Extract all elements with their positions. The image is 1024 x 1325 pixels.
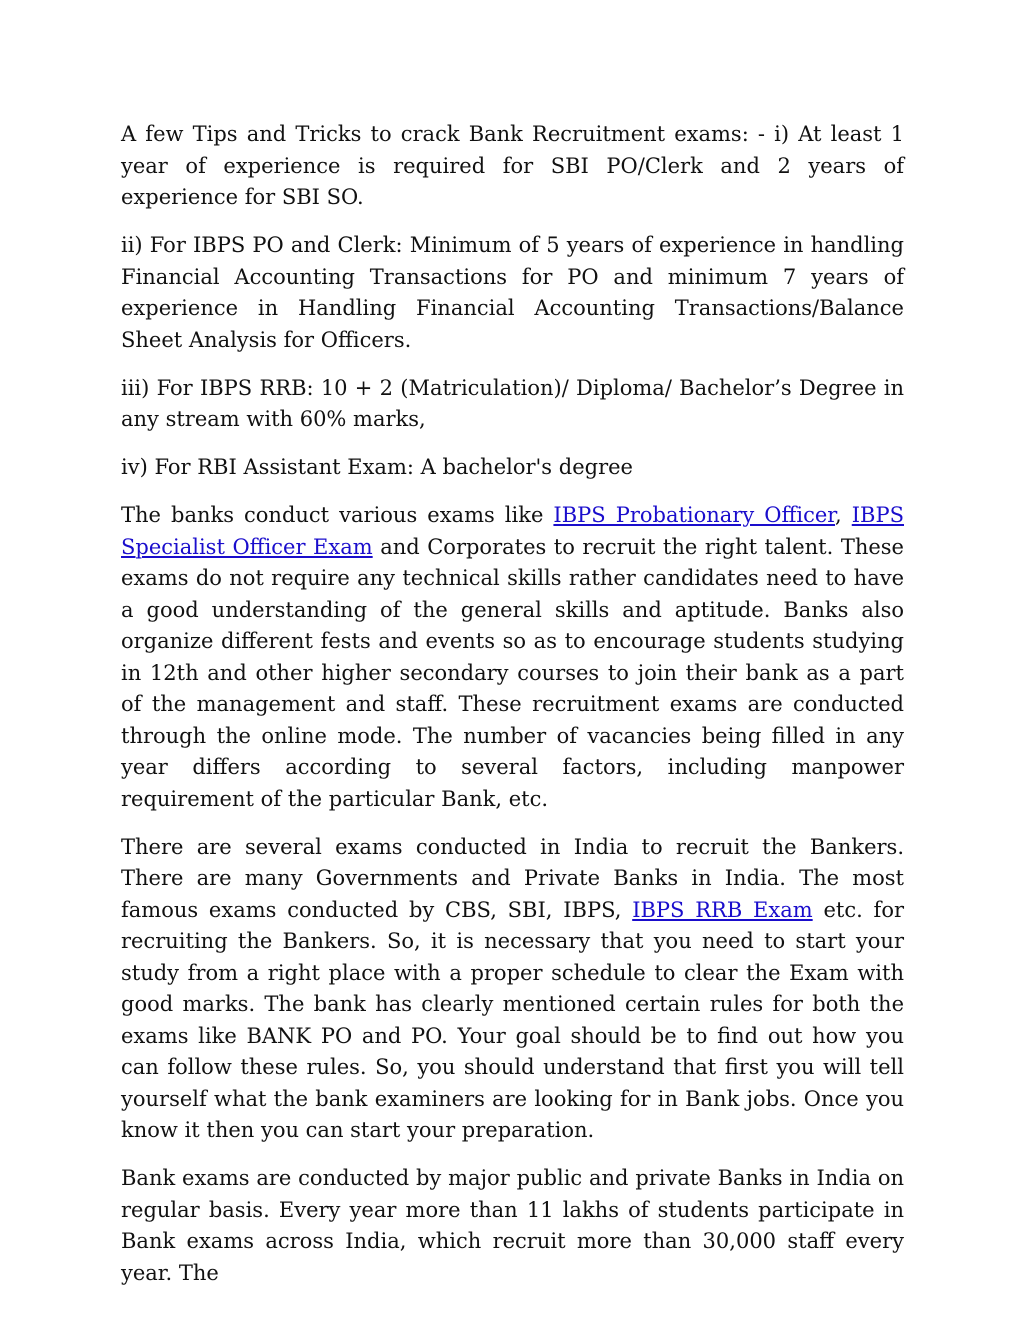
paragraph-text: etc. for recruiting the Bankers. So, it is necessary that you need to start your study from a right place with a proper schedule to clear the Exam with good marks. The bank has clearly mentioned certain rules for both the exams like BANK PO and PO. Your goal should be to find out how you can follow these rules. So, you should understand that first you will tell yourself what the bank examiners are looking for in Bank jobs. Once you know it then you can start your preparation. — [121, 897, 905, 1142]
document-page — [121, 119, 904, 1306]
link-ibps-probationary-officer[interactable]: IBPS Probationary Officer — [553, 503, 836, 527]
link-ibps-rrb-exam[interactable]: IBPS RRB Exam — [632, 897, 813, 922]
paragraph-bank-exams-regular: Bank exams are conducted by major public and private Banks in India on regular basis. Every year more than 11 lakhs of students participate in Bank exams across India, which recruit more than 30,000 staff every year. The — [121, 1166, 904, 1285]
paragraph-bank-exams — [121, 500, 904, 815]
paragraph-rbi-assistant: iv) For RBI Assistant Exam: A bachelor's degree — [121, 455, 633, 479]
paragraph-text: and Corporates to recruit the right talent. These exams do not require any technical skills rather candidates need to have a good understanding of the general skills and aptitude. Banks also organize different fests and events so as to encourage students studying in 12th and other higher secondary courses to join their bank as a part of the management and staff. These recruitment exams are conducted through the online mode. The number of vacancies being filled in any year differs according to several factors, including manpower requirement of the particular Bank, etc. — [121, 534, 904, 811]
paragraph-exams-india — [121, 832, 904, 1147]
paragraph-ibps-rrb: iii) For IBPS RRB: 10 + 2 (Matriculation)/ Diploma/ Bachelor’s Degree in any stream with 60% marks, — [121, 375, 904, 431]
paragraph-text: , — [835, 503, 852, 527]
paragraph-ibps-po-clerk: ii) For IBPS PO and Clerk: Minimum of 5 years of experience in handling Financial Accounting Transactions for PO and minimum 7 years of experience in Handling Financial Accounting Transactions/Balance Sheet Analysis for Officers. — [121, 233, 904, 352]
paragraph-tips-intro: A few Tips and Tricks to crack Bank Recruitment exams: - i) At least 1 year of experience is required for SBI PO/Clerk and 2 years of experience for SBI SO. — [121, 122, 904, 209]
link-ibps-specialist-officer-exam[interactable]: IBPS Specialist Officer Exam — [121, 503, 904, 559]
paragraph-text: There are several exams conducted in India to recruit the Bankers. There are many Governments and Private Banks in India. The most famous exams conducted by CBS, SBI, IBPS, — [121, 834, 904, 922]
paragraph-text: The banks conduct various exams like — [121, 503, 554, 527]
